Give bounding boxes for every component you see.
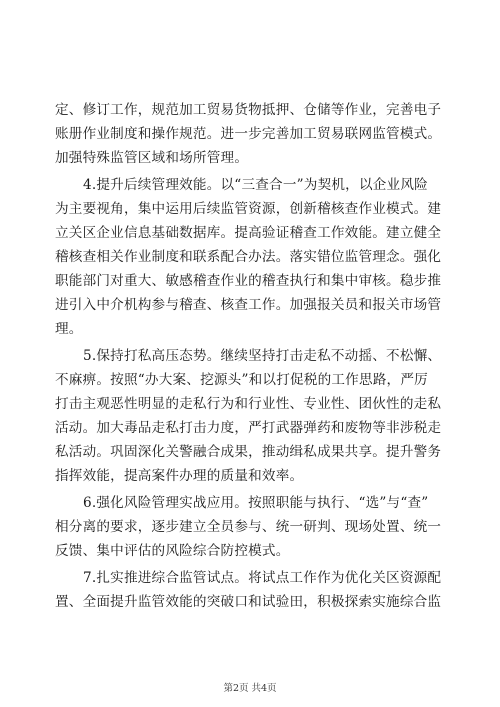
text-line: 职能部门对重大、敏感稽查作业的稽查执行和集中审核。稳步推: [55, 273, 442, 289]
text-line: 理。: [55, 321, 83, 337]
text-line: 为主要视角，集中运用后续监管资源，创新稽核查作业模式。建: [55, 201, 442, 217]
text-line: 7.扎实推进综合监管试点。将试点工作作为优化关区资源配: [83, 570, 442, 586]
text-line: 6.强化风险管理实战应用。按照职能与执行、“选”与“查”: [83, 495, 429, 511]
page-number-footer: 第2页 共4页: [223, 683, 277, 694]
text-line: 不麻痹。按照“办大案、挖源头”和以打促税的工作思路，严厉: [55, 372, 428, 388]
text-line: 打击主观恶性明显的走私行为和行业性、专业性、团伙性的走私: [55, 396, 442, 412]
text-line: 加强特殊监管区域和场所管理。: [55, 150, 249, 166]
text-line: 进引入中介机构参与稽查、核查工作。加强报关员和报关市场管: [55, 297, 442, 313]
text-line: 定、修订工作，规范加工贸易货物抵押、仓储等作业，完善电子: [55, 102, 442, 118]
text-line: 账册作业制度和操作规范。进一步完善加工贸易联网监管模式。: [55, 126, 442, 142]
text-line: 置、全面提升监管效能的突破口和试验田，积极探索实施综合监: [55, 594, 442, 610]
text-line: 立关区企业信息基础数据库。提高验证稽查工作效能。建立健全: [55, 225, 442, 241]
text-line: 私活动。巩固深化关警融合成果，推动缉私成果共享。提升警务: [55, 444, 442, 460]
text-line: 活动。加大毒品走私打击力度，严打武器弹药和废物等非涉税走: [55, 420, 442, 436]
text-line: 5.保持打私高压态势。继续坚持打击走私不动摇、不松懈、: [83, 348, 442, 364]
text-line: 4.提升后续管理效能。以“三查合一”为契机，以企业风险: [83, 177, 428, 193]
text-line: 指挥效能，提高案件办理的质量和效率。: [55, 468, 304, 484]
text-line: 稽核查相关作业制度和联系配合办法。落实错位监管理念。强化: [55, 249, 442, 265]
text-line: 相分离的要求，逐步建立全员参与、统一研判、现场处置、统一: [55, 519, 442, 535]
text-line: 反馈、集中评估的风险综合防控模式。: [55, 543, 290, 559]
